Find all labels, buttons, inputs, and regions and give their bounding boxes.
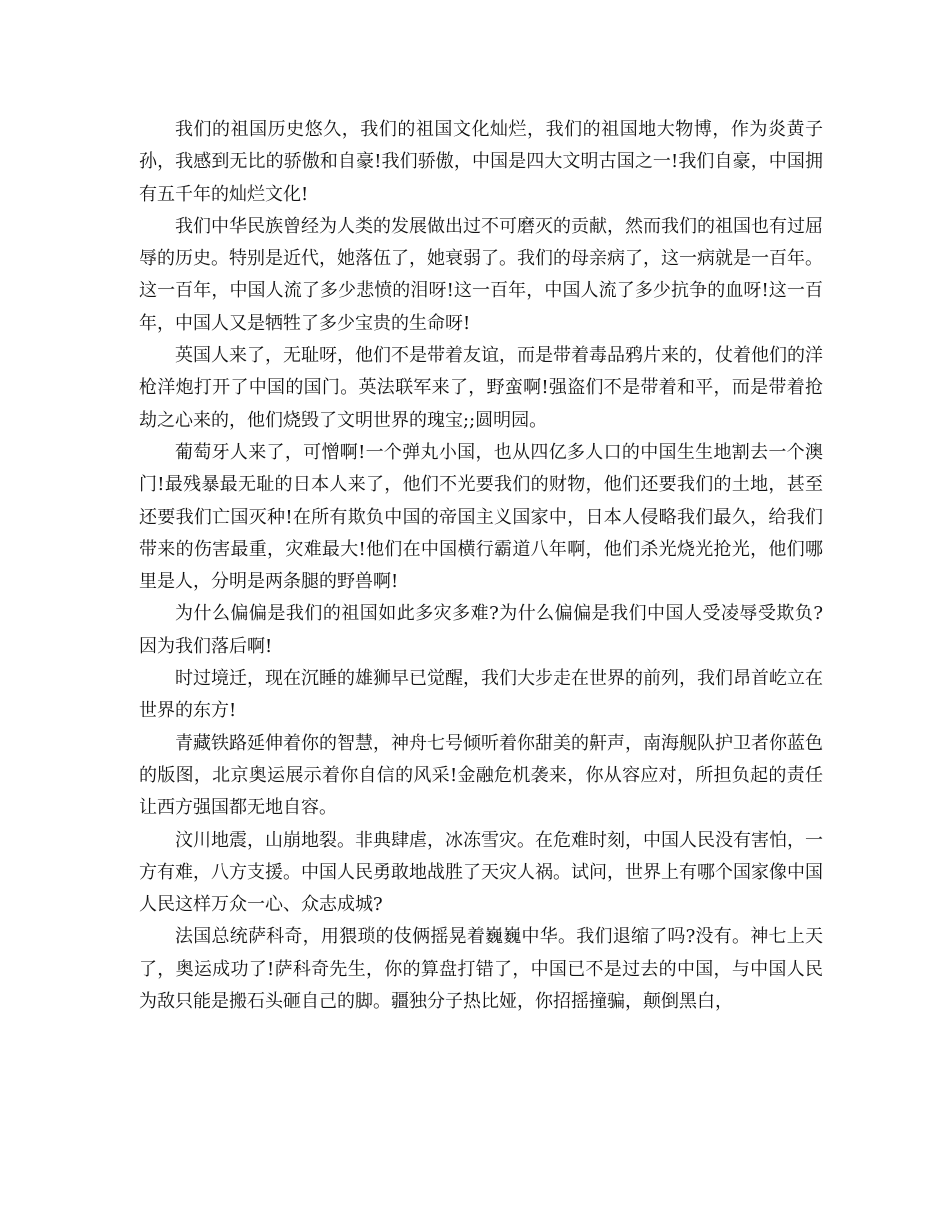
paragraph-8: 汶川地震，山崩地裂。非典肆虐，冰冻雪灾。在危难时刻，中国人民没有害怕，一方有难，八方支援。中国人民勇敢地战胜了天灾人祸。试问，世界上有哪个国家像中国人民这样万众一心、众志成城? [139,829,823,916]
paragraph-3: 英国人来了，无耻呀，他们不是带着友谊，而是带着毒品鸦片来的，仗着他们的洋枪洋炮打开了中国的国门。英法联军来了，野蛮啊!强盗们不是带着和平，而是带着抢劫之心来的，他们烧毁了文明世界的瑰宝;;圆明园。 [139,345,823,431]
paragraph-9: 法国总统萨科奇，用猥琐的伎俩摇晃着巍巍中华。我们退缩了吗?没有。神七上天了，奥运成功了!萨科奇先生，你的算盘打错了，中国已不是过去的中国，与中国人民为敌只能是搬石头砸自己的脚。疆独分子热比娅，你招摇撞骗，颠倒黑白， [139,926,823,1013]
paragraph-6: 时过境迁，现在沉睡的雄狮早已觉醒，我们大步走在世界的前列，我们昂首屹立在世界的东方! [139,668,823,722]
paragraph-7: 青藏铁路延伸着你的智慧，神舟七号倾听着你甜美的鼾声，南海舰队护卫者你蓝色的版图，北京奥运展示着你自信的风采!金融危机袭来，你从容应对，所担负起的责任让西方强国都无地自容。 [139,732,823,819]
paragraph-2: 我们中华民族曾经为人类的发展做出过不可磨灭的贡献，然而我们的祖国也有过屈辱的历史。特别是近代，她落伍了，她衰弱了。我们的母亲病了，这一病就是一百年。这一百年，中国人流了多少悲愤的泪呀!这一百年，中国人流了多少抗争的血呀!这一百年，中国人又是牺牲了多少宝贵的生命呀! [139,215,823,334]
paragraph-5: 为什么偏偏是我们的祖国如此多灾多难?为什么偏偏是我们中国人受凌辱受欺负?因为我们落后啊! [139,603,823,657]
paragraph-4: 葡萄牙人来了，可憎啊!一个弹丸小国，也从四亿多人口的中国生生地割去一个澳门!最残暴最无耻的日本人来了，他们不光要我们的财物，他们还要我们的土地，甚至还要我们亡国灭种!在所有欺负中国的帝国主义国家中，日本人侵略我们最久，给我们带来的伤害最重，灾难最大!他们在中国横行霸道八年啊，他们杀光烧光抢光，他们哪里是人，分明是两条腿的野兽啊! [139,441,823,593]
document-body [139,114,823,1018]
paragraph-1: 我们的祖国历史悠久，我们的祖国文化灿烂，我们的祖国地大物博，作为炎黄子孙，我感到无比的骄傲和自豪!我们骄傲，中国是四大文明古国之一!我们自豪，中国拥有五千年的灿烂文化! [139,119,823,205]
